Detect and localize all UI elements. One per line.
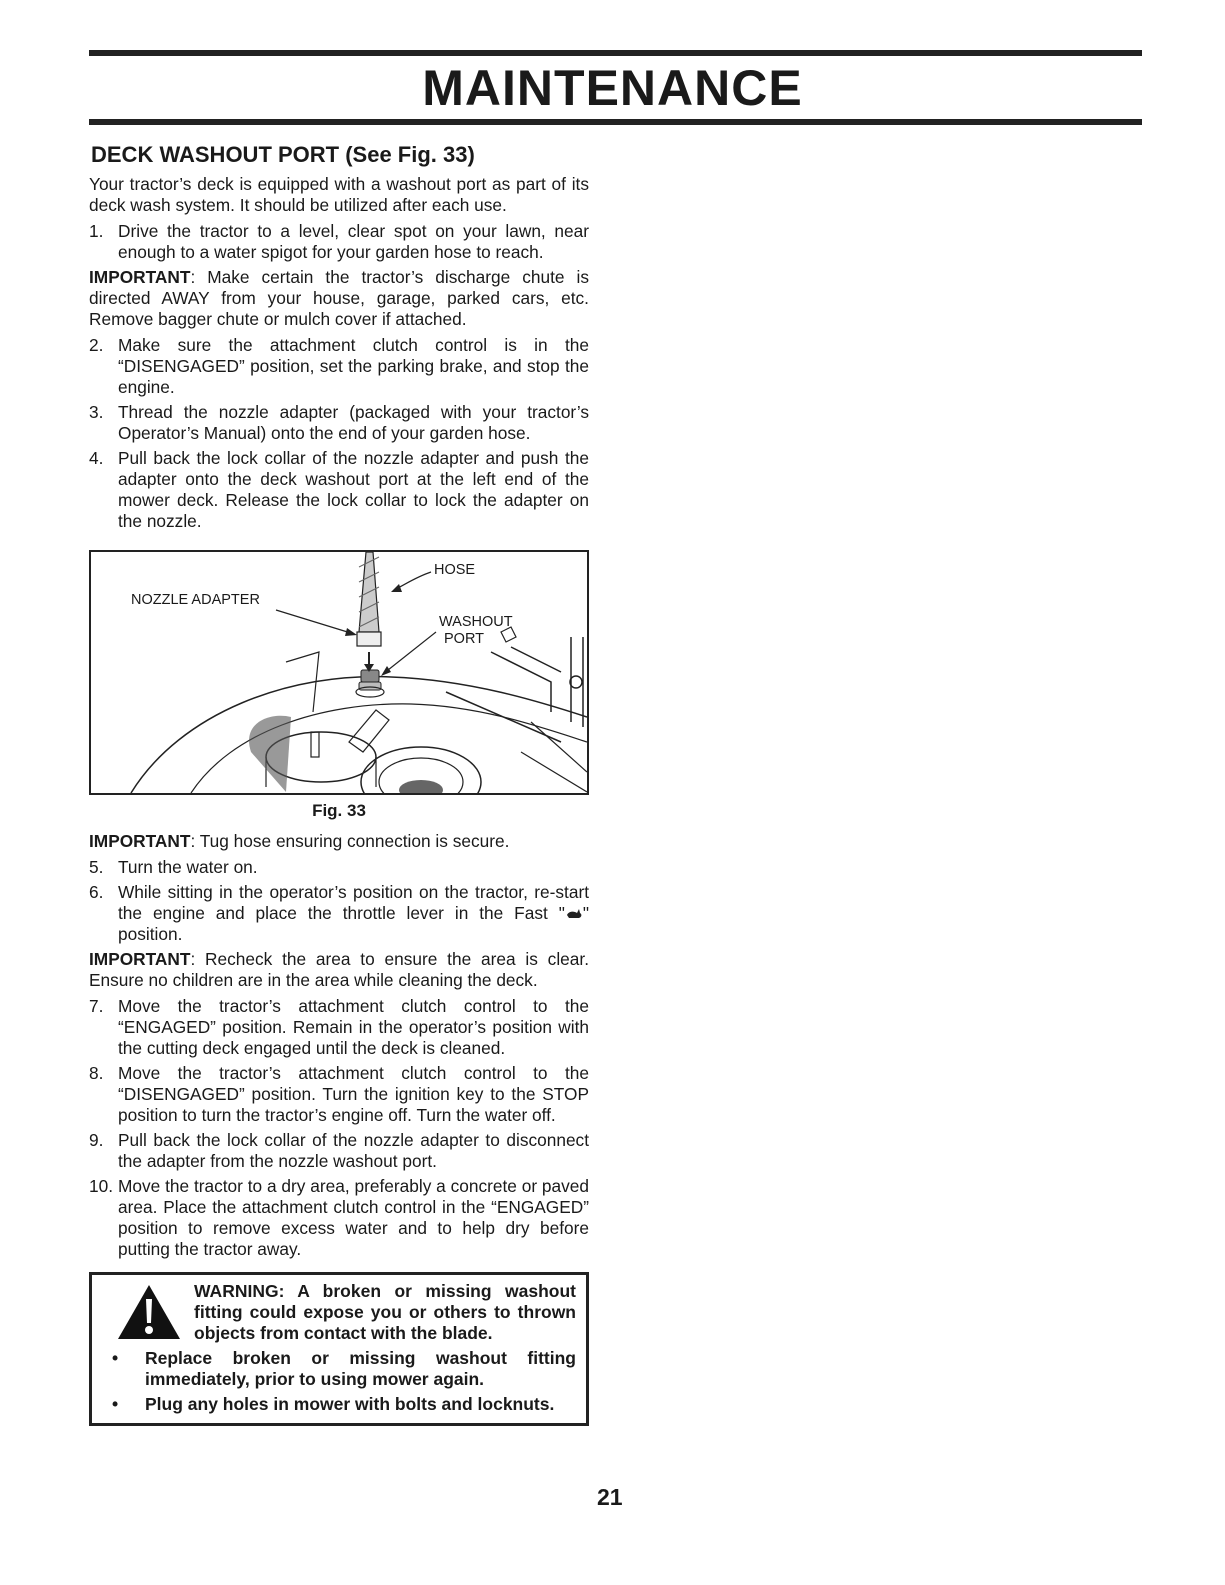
header-rule-top [89, 50, 1142, 56]
figure-washout-port [89, 550, 589, 795]
page-title: MAINTENANCE [422, 60, 803, 116]
step-text: Drive the tractor to a level, clear spot on your lawn, near enough to a water spigot for your garden hose to reach. [118, 221, 589, 262]
important-text: : Recheck the area to ensure the area is clear. Ensure no children are in the area while cleaning the deck. [89, 949, 589, 990]
step-text: Turn the water on. [118, 857, 258, 877]
bullet-dot: • [112, 1348, 119, 1368]
step-number: 4. [89, 448, 104, 468]
step-number: 6. [89, 882, 104, 902]
step-text: Pull back the lock collar of the nozzle adapter to disconnect the adapter from the nozzle washout port. [118, 1130, 589, 1171]
step-text-end: " position. [118, 903, 589, 944]
warning-headline-block [102, 1281, 576, 1344]
step-number: 7. [89, 996, 104, 1016]
deck-illustration [91, 552, 587, 793]
important-note [89, 267, 589, 330]
step-text: Move the tractor to a dry area, preferably a concrete or paved area. Place the attachment clutch control in the “ENGAGED” position to remove excess water and to help dry before putting the tractor away. [118, 1176, 589, 1259]
step-item [89, 857, 589, 878]
label-nozzle-adapter: NOZZLE ADAPTER [131, 592, 260, 608]
main-column [89, 142, 589, 1426]
warning-bullet [102, 1348, 576, 1390]
warning-triangle-icon [116, 1283, 182, 1341]
step-text: Thread the nozzle adapter (packaged with your tractor’s Operator’s Manual) onto the end of your garden hose. [118, 402, 589, 443]
section-heading: DECK WASHOUT PORT (See Fig. 33) [91, 142, 475, 167]
important-text: : Tug hose ensuring connection is secure. [190, 831, 510, 851]
important-text: : Make certain the tractor’s discharge chute is directed AWAY from your house, garage, parked cars, etc. Remove bagger chute or mulch cover if attached. [89, 267, 589, 329]
figure-caption: Fig. 33 [312, 801, 366, 820]
warning-bullet-text: Replace broken or missing washout fitting immediately, prior to using mower again. [145, 1348, 576, 1389]
step-number: 9. [89, 1130, 104, 1150]
intro-paragraph: Your tractor’s deck is equipped with a washout port as part of its deck wash system. It should be utilized after each use. [89, 174, 589, 215]
important-label: IMPORTANT [89, 949, 191, 969]
warning-bullet [102, 1394, 576, 1415]
step-item [89, 448, 589, 532]
page-number: 21 [597, 1484, 623, 1510]
step-item [89, 221, 589, 263]
warning-box [89, 1272, 589, 1426]
step-item [89, 1063, 589, 1126]
step-text: Pull back the lock collar of the nozzle adapter and push the adapter onto the deck washout port at the left end of the mower deck. Release the lock collar to lock the adapter on the nozzle. [118, 448, 589, 531]
step-item [89, 1176, 589, 1260]
step-text: Make sure the attachment clutch control is in the “DISENGAGED” position, set the parking brake, and stop the engine. [118, 335, 589, 397]
important-note [89, 831, 589, 852]
warning-bullet-text: Plug any holes in mower with bolts and locknuts. [145, 1394, 555, 1414]
bullet-dot: • [112, 1394, 119, 1414]
label-hose: HOSE [434, 562, 476, 578]
important-label: IMPORTANT [89, 267, 191, 287]
step-number: 5. [89, 857, 104, 877]
step-text: Move the tractor’s attachment clutch control to the “ENGAGED” position. Remain in the operator’s position with the cutting deck engaged until the deck is cleaned. [118, 996, 589, 1058]
important-note [89, 949, 589, 991]
label-washout: WASHOUT [439, 614, 513, 630]
step-item [89, 996, 589, 1059]
step-number: 8. [89, 1063, 104, 1083]
step-item [89, 882, 589, 945]
step-number: 2. [89, 335, 104, 355]
step-text: Move the tractor’s attachment clutch control to the “DISENGAGED” position. Turn the ignition key to the STOP position to turn the tractor’s engine off. Turn the water off. [118, 1063, 589, 1125]
step-number: 3. [89, 402, 104, 422]
warning-headline: WARNING: A broken or missing washout fitting could expose you or others to thrown objects from contact with the blade. [194, 1281, 576, 1343]
header-rule-bottom [89, 119, 1142, 125]
important-label: IMPORTANT [89, 831, 191, 851]
step-number: 1. [89, 221, 104, 241]
step-item [89, 335, 589, 398]
step-item [89, 1130, 589, 1172]
step-text: While sitting in the operator’s position on the tractor, re-start the engine and place the throttle lever in the Fast " [118, 882, 589, 923]
step-item [89, 402, 589, 444]
label-port: PORT [444, 631, 485, 647]
rabbit-icon [565, 906, 583, 920]
step-number: 10. [89, 1176, 114, 1196]
